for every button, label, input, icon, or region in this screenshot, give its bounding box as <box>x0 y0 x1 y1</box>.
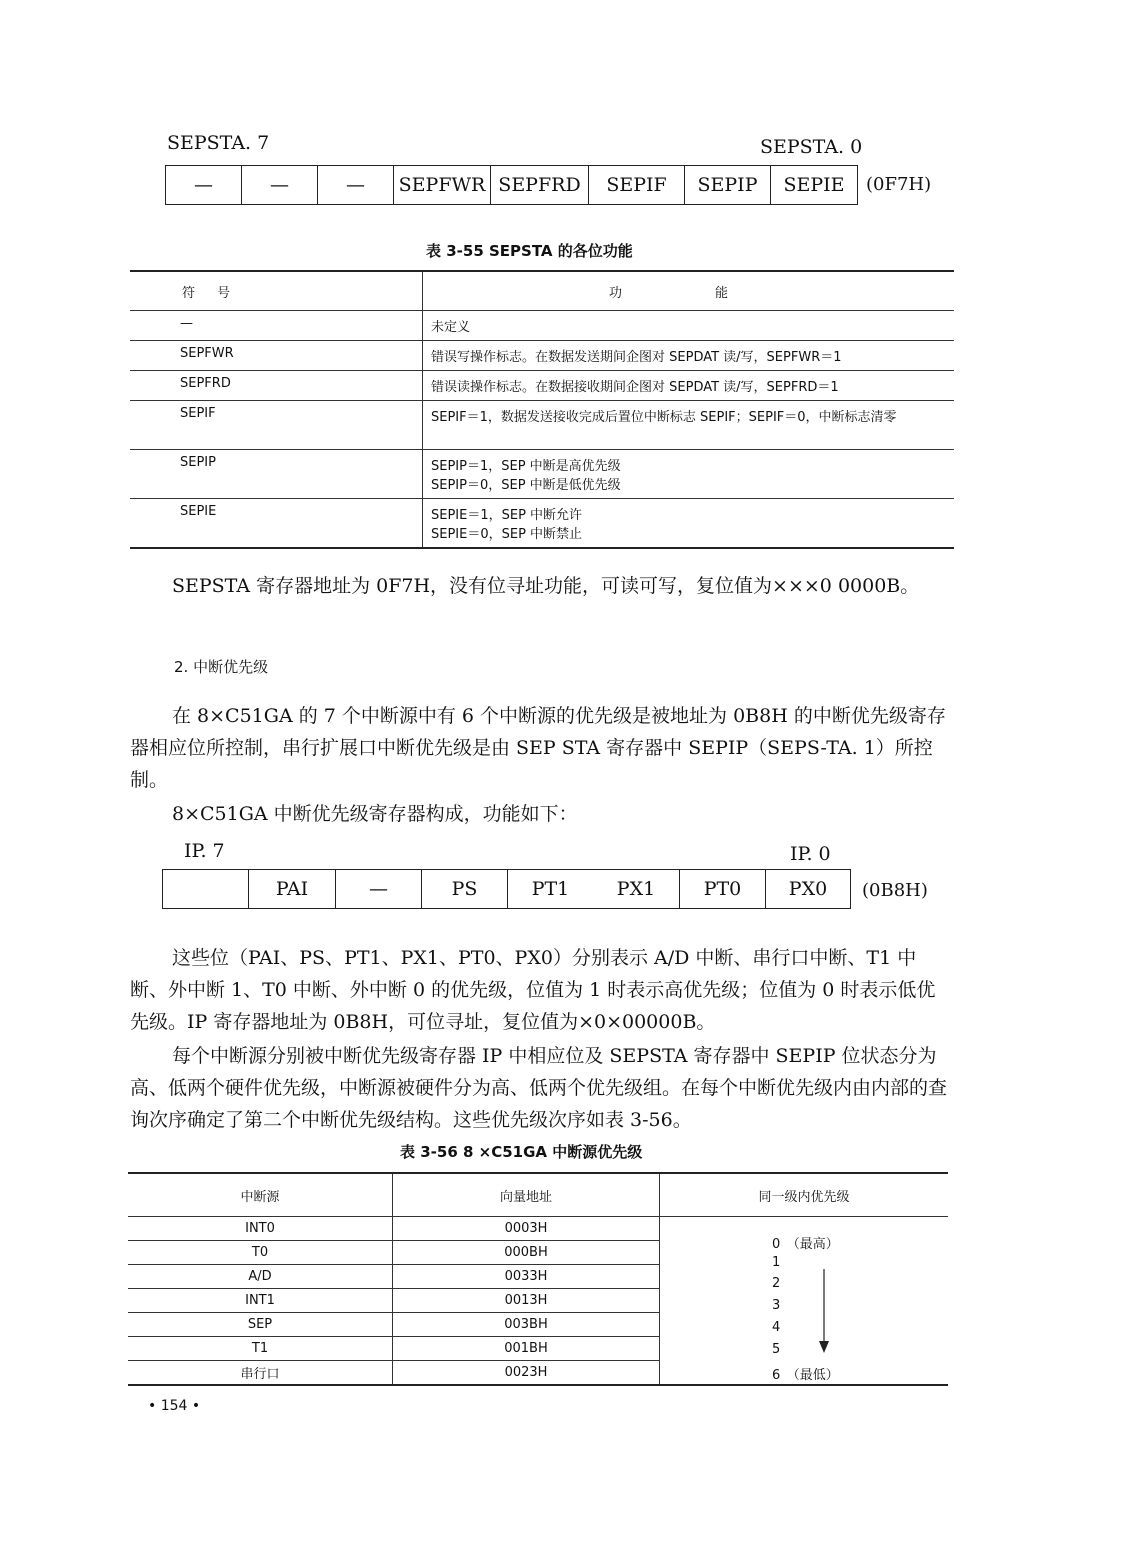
row-vector: 003BH <box>393 1313 660 1337</box>
row-source: INT1 <box>128 1289 393 1313</box>
reg1-bit-6: — <box>241 165 317 205</box>
reg1-bit-7: — <box>165 165 241 205</box>
priority-1: 1 <box>772 1255 781 1270</box>
row-function: SEPIE＝1，SEP 中断允许 SEPIE＝0，SEP 中断禁止 <box>423 499 955 549</box>
priority-0: 0 （最高） <box>772 1237 839 1252</box>
reg1-left-label: SEPSTA. 7 <box>167 132 270 154</box>
table-header-row <box>130 271 954 311</box>
row-source: 串行口 <box>128 1361 393 1386</box>
reg1-right-label: SEPSTA. 0 <box>760 136 863 158</box>
arrow-down-icon <box>818 1269 830 1353</box>
reg1-bit-3: SEPFRD <box>490 165 588 205</box>
priority-5: 5 <box>772 1342 781 1357</box>
reg2-bit-7 <box>162 869 248 909</box>
reg2-address: (0B8H) <box>862 880 928 901</box>
row-symbol: — <box>130 311 423 341</box>
reg2-bit-1: PT0 <box>679 869 765 909</box>
paragraph-ip-bits: 这些位（PAI、PS、PT1、PX1、PT0、PX0）分别表示 A/D 中断、串行口中断、T1 中断、外中断 1、T0 中断、外中断 0 的优先级，位值为 1 时表示高优先级；位值为 0 时表示低优先级。IP 寄存器地址为 0B8H，可位寻址，复位值为×0×00000B。 <box>130 947 936 1033</box>
reg1-bit-2: SEPIF <box>588 165 684 205</box>
row-source: SEP <box>128 1313 393 1337</box>
reg1-bit-5: — <box>317 165 393 205</box>
interrupt-priority-table <box>128 1172 948 1386</box>
table1-caption: 表 3-55 SEPSTA 的各位功能 <box>426 242 633 260</box>
reg2-bit-4: PS <box>421 869 507 909</box>
paragraph-priority-structure: 每个中断源分别被中断优先级寄存器 IP 中相应位及 SEPSTA 寄存器中 SEPIP 位状态分为高、低两个硬件优先级，中断源被硬件分为高、低两个优先级组。在每个中断优先级内由内部的查询次序确定了第二个中断优先级结构。这些优先级次序如表 3-56。 <box>130 1045 948 1131</box>
reg1-bit-row <box>165 165 858 205</box>
priority-2: 2 <box>772 1276 781 1291</box>
paragraph-sepsta-reset: SEPSTA 寄存器地址为 0F7H，没有位寻址功能，可读可写，复位值为×××0 0000B。 <box>172 575 920 597</box>
header-vector: 向量地址 <box>393 1173 660 1217</box>
reg2-bit-2: PX1 <box>593 869 679 909</box>
row-vector: 0013H <box>393 1289 660 1313</box>
header-priority: 同一级内优先级 <box>660 1173 949 1217</box>
highest-label: （最高） <box>793 1237 839 1252</box>
reg2-right-label: IP. 0 <box>790 843 831 865</box>
table-row <box>130 401 954 450</box>
header-symbol: 符号 <box>130 271 423 311</box>
reg2-bit-0: PX0 <box>765 869 851 909</box>
sepsta-bit-table <box>130 270 954 549</box>
priority-4: 4 <box>772 1320 781 1335</box>
reg1-address: (0F7H) <box>866 174 932 195</box>
reg1-bit-4: SEPFWR <box>393 165 490 205</box>
lowest-label: （最低） <box>793 1368 839 1383</box>
row-function: 错误读操作标志。在数据接收期间企图对 SEPDAT 读/写，SEPFRD＝1 <box>423 371 955 401</box>
row-vector: 0023H <box>393 1361 660 1386</box>
row-symbol: SEPIE <box>130 499 423 549</box>
row-source: T0 <box>128 1241 393 1265</box>
row-function: 错误写操作标志。在数据发送期间企图对 SEPDAT 读/写，SEPFWR＝1 <box>423 341 955 371</box>
row-source: T1 <box>128 1337 393 1361</box>
row-symbol: SEPFWR <box>130 341 423 371</box>
reg2-bit-6: PAI <box>248 869 335 909</box>
table-row <box>130 311 954 341</box>
header-function: 功 能 <box>423 271 955 311</box>
reg1-bit-0: SEPIE <box>770 165 858 205</box>
section-heading: 2. 中断优先级 <box>174 658 269 676</box>
priority-column <box>660 1217 949 1386</box>
table-row <box>128 1217 948 1241</box>
row-symbol: SEPIP <box>130 450 423 499</box>
row-vector: 0003H <box>393 1217 660 1241</box>
table-header-row <box>128 1173 948 1217</box>
reg2-bit-3: PT1 <box>507 869 593 909</box>
row-function: 未定义 <box>423 311 955 341</box>
paragraph-interrupt-sources: 在 8×C51GA 的 7 个中断源中有 6 个中断源的优先级是被地址为 0B8H 的中断优先级寄存器相应位所控制，串行扩展口中断优先级是由 SEP STA 寄存器中 SEPIP（SEPS-TA. 1）所控制。 <box>130 705 946 791</box>
priority-6: 6 （最低） <box>772 1368 839 1383</box>
row-function: SEPIF＝1，数据发送接收完成后置位中断标志 SEPIF；SEPIF＝0，中断标志清零 <box>423 401 955 450</box>
header-source: 中断源 <box>128 1173 393 1217</box>
row-vector: 0033H <box>393 1265 660 1289</box>
table-row <box>130 499 954 549</box>
table-row <box>130 450 954 499</box>
table-row <box>130 341 954 371</box>
row-symbol: SEPIF <box>130 401 423 450</box>
paragraph-ip-register-intro: 8×C51GA 中断优先级寄存器构成，功能如下： <box>172 803 578 825</box>
page-number: • 154 • <box>148 1398 201 1414</box>
table-row <box>130 371 954 401</box>
row-source: INT0 <box>128 1217 393 1241</box>
reg1-bit-1: SEPIP <box>684 165 770 205</box>
reg2-left-label: IP. 7 <box>184 840 225 862</box>
table2-caption: 表 3-56 8 ×C51GA 中断源优先级 <box>400 1143 643 1161</box>
row-symbol: SEPFRD <box>130 371 423 401</box>
row-vector: 000BH <box>393 1241 660 1265</box>
priority-3: 3 <box>772 1298 781 1313</box>
row-function: SEPIP＝1，SEP 中断是高优先级 SEPIP＝0，SEP 中断是低优先级 <box>423 450 955 499</box>
reg2-bit-5: — <box>335 869 421 909</box>
row-source: A/D <box>128 1265 393 1289</box>
row-vector: 001BH <box>393 1337 660 1361</box>
reg2-bit-row <box>162 869 851 909</box>
